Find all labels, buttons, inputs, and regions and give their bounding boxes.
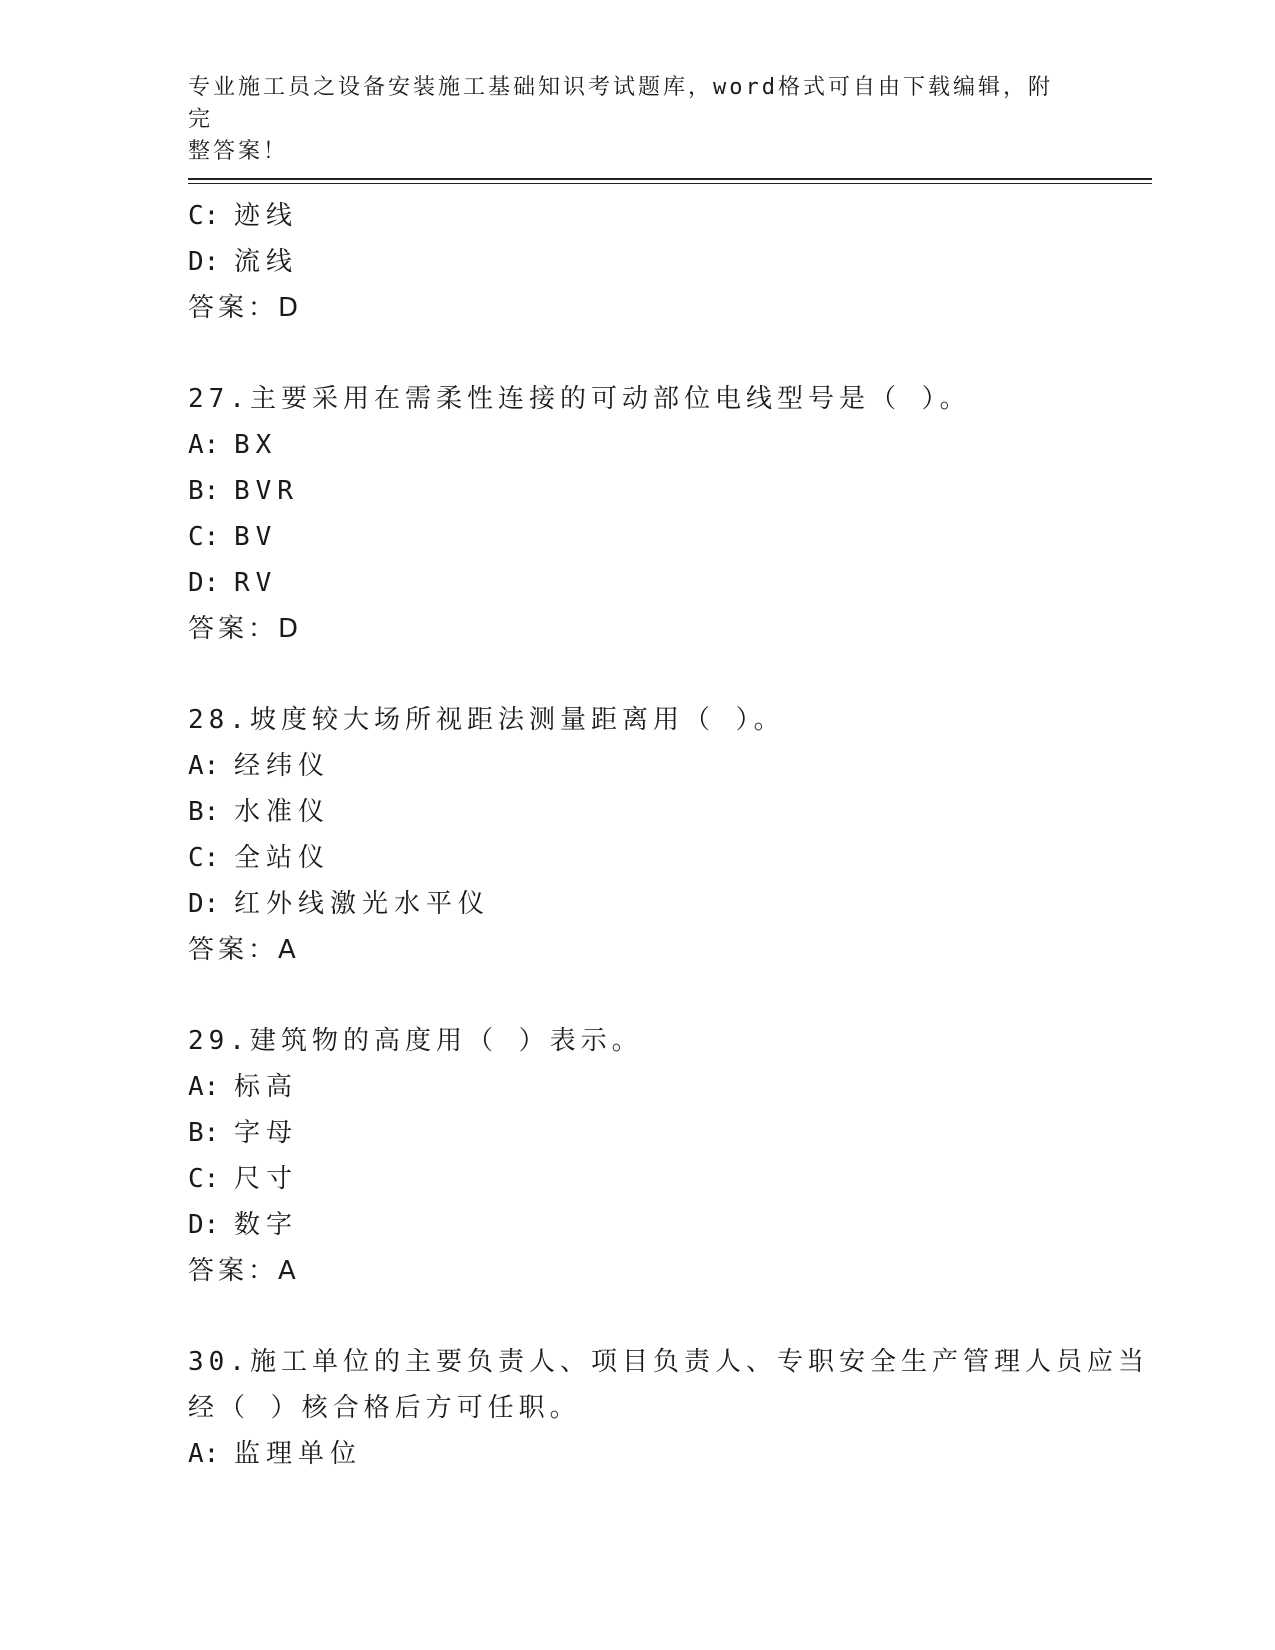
option-row (188, 514, 1088, 560)
document-header (188, 72, 1068, 168)
prev-question (188, 193, 1088, 331)
option-row (188, 1431, 1088, 1477)
option-row (188, 422, 1088, 468)
question-stem: 30.施工单位的主要负责人、项目负责人、专职安全生产管理人员应当 (188, 1347, 1149, 1377)
option-label: A: (188, 1072, 220, 1102)
spacer (188, 652, 1088, 697)
option-row (188, 1064, 1088, 1110)
option-label: D: (188, 568, 220, 598)
header-divider (188, 178, 1152, 184)
question-stem: 27.主要采用在需柔性连接的可动部位电线型号是（ ）。 (188, 384, 971, 414)
question-28 (188, 697, 1088, 973)
option-label: B: (188, 476, 220, 506)
question-stem: 29.建筑物的高度用（ ）表示。 (188, 1026, 643, 1056)
question-stem: 28.坡度较大场所视距法测量距离用（ ）。 (188, 705, 785, 735)
option-text: 水准仪 (234, 797, 331, 827)
option-row (188, 468, 1088, 514)
option-text: 字母 (234, 1118, 299, 1148)
option-text: 流线 (234, 247, 299, 277)
option-text: 数字 (234, 1210, 299, 1240)
header-line-1: 专业施工员之设备安装施工基础知识考试题库，word格式可自由下载编辑，附完 (188, 75, 1053, 132)
option-text: RV (234, 568, 278, 598)
answer-line: 答案：D (188, 614, 303, 644)
option-text: BVR (234, 476, 299, 506)
option-text: 经纬仪 (234, 751, 331, 781)
option-row (188, 1110, 1088, 1156)
spacer (188, 973, 1088, 1018)
answer-line: 答案：A (188, 1256, 300, 1286)
option-label: C: (188, 201, 220, 231)
option-label: D: (188, 889, 220, 919)
question-list (188, 193, 1149, 1477)
option-row (188, 881, 1088, 927)
question-30 (188, 1339, 1149, 1477)
option-text: BX (234, 430, 278, 460)
option-text: 全站仪 (234, 843, 331, 873)
spacer (188, 331, 1088, 376)
option-label: C: (188, 1164, 220, 1194)
option-row (188, 1202, 1088, 1248)
option-label: C: (188, 522, 220, 552)
option-row (188, 743, 1088, 789)
option-row (188, 1156, 1088, 1202)
option-text: BV (234, 522, 278, 552)
option-row (188, 239, 1088, 285)
option-row (188, 835, 1088, 881)
option-label: B: (188, 1118, 220, 1148)
option-text: 迹线 (234, 201, 299, 231)
question-29 (188, 1018, 1088, 1294)
option-label: A: (188, 1439, 220, 1469)
option-label: A: (188, 430, 220, 460)
option-text: 标高 (234, 1072, 299, 1102)
option-row (188, 193, 1088, 239)
option-row (188, 560, 1088, 606)
option-row (188, 789, 1088, 835)
option-label: B: (188, 797, 220, 827)
question-stem-continued: 经（ ）核合格后方可任职。 (188, 1393, 581, 1423)
header-line-2: 整答案！ (188, 139, 289, 164)
option-label: A: (188, 751, 220, 781)
option-text: 监理单位 (234, 1439, 363, 1469)
option-label: D: (188, 1210, 220, 1240)
option-text: 红外线激光水平仪 (234, 889, 491, 919)
option-label: C: (188, 843, 220, 873)
question-27 (188, 376, 1088, 652)
answer-line: 答案：D (188, 293, 303, 323)
option-text: 尺寸 (234, 1164, 299, 1194)
spacer (188, 1294, 1088, 1339)
answer-line: 答案：A (188, 935, 300, 965)
option-label: D: (188, 247, 220, 277)
